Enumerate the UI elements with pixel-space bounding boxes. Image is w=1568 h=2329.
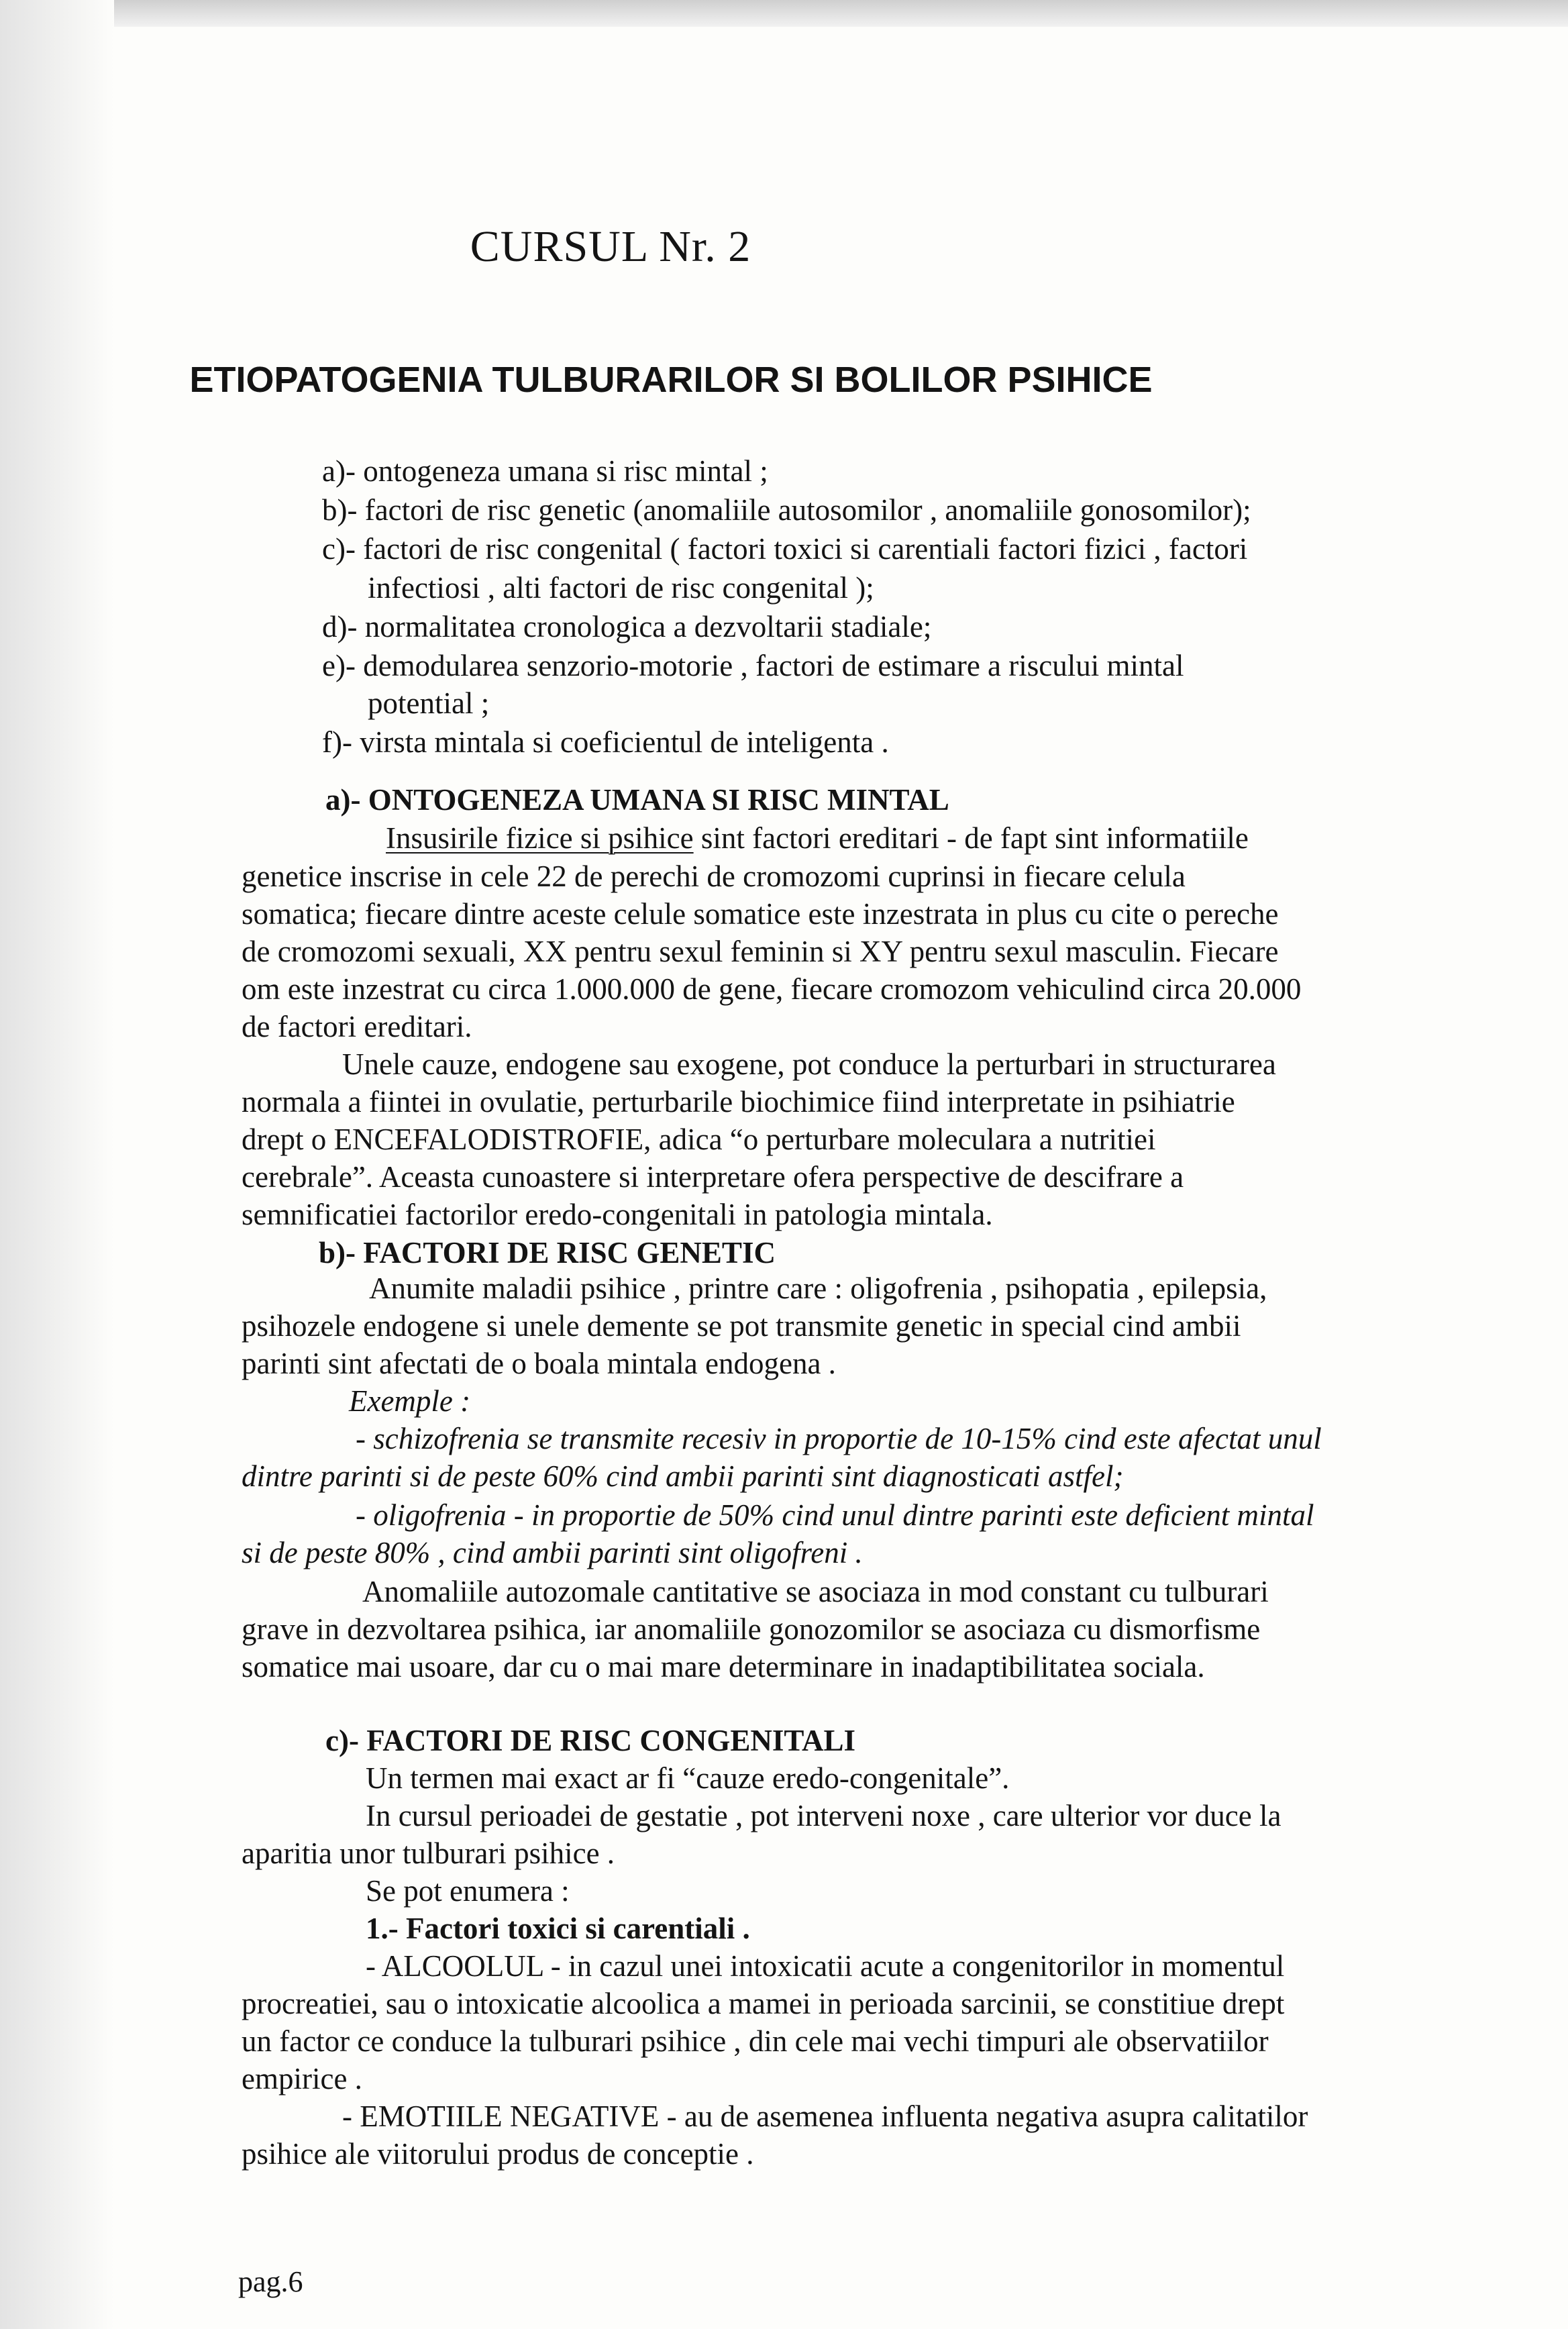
subsection-1-heading: 1.- Factori toxici si carentiali . [366, 1912, 750, 1945]
course-title: CURSUL Nr. 2 [470, 222, 751, 271]
section-b-heading: b)- FACTORI DE RISC GENETIC [319, 1236, 776, 1270]
section-a-p1-line-2: genetice inscrise in cele 22 de perechi de cromozomi cuprinsi in fiecare celula [242, 860, 1186, 893]
section-a-p2-line-5: semnificatiei factorilor eredo-congenitali in patologia mintala. [242, 1198, 993, 1231]
toc-item-c-cont: infectiosi , alti factori de risc congenital ); [368, 571, 874, 605]
toc-item-e-cont: potential ; [368, 686, 490, 720]
example-2-line-1: - oligofrenia - in proportie de 50% cind unul dintre parinti este deficient mintal [356, 1498, 1314, 1532]
section-c-p1-line-2: In cursul perioadei de gestatie , pot interveni noxe , care ulterior vor duce la [366, 1799, 1282, 1832]
section-b-p2-line-2: grave in dezvoltarea psihica, iar anomaliile gonozomilor se asociaza cu dismorfisme [242, 1612, 1261, 1646]
section-a-p2-line-3: drept o ENCEFALODISTROFIE, adica “o perturbare moleculara a nutritiei [242, 1123, 1156, 1156]
alcool-line-4: empirice . [242, 2062, 362, 2095]
section-a-p1-line-1: Insusirile fizice si psihice sint factori ereditari - de fapt sint informatiile [386, 821, 1249, 855]
examples-label: Exemple : [349, 1384, 471, 1418]
alcool-line-3: un factor ce conduce la tulburari psihice , din cele mai vechi timpuri ale observatiilor [242, 2024, 1269, 2058]
toc-item-b: b)- factori de risc genetic (anomaliile autosomilor , anomaliile gonosomilor); [322, 493, 1251, 527]
alcool-line-2: procreatiei, sau o intoxicatie alcoolica a mamei in perioada sarcinii, se constitiue drept [242, 1987, 1285, 2020]
toc-item-f: f)- virsta mintala si coeficientul de inteligenta . [322, 725, 889, 759]
page-number: pag.6 [238, 2265, 303, 2298]
underlined-phrase: Insusirile fizice si psihice [386, 821, 694, 855]
toc-item-d: d)- normalitatea cronologica a dezvoltarii stadiale; [322, 610, 932, 643]
section-a-p1-line-5: om este inzestrat cu circa 1.000.000 de gene, fiecare cromozom vehiculind circa 20.000 [242, 972, 1302, 1006]
section-c-p1-line-1: Un termen mai exact ar fi “cauze eredo-congenitale”. [366, 1761, 1010, 1795]
alcool-line-1: - ALCOOLUL - in cazul unei intoxicatii acute a congenitorilor in momentul [366, 1949, 1285, 1983]
section-b-p1-line-1: Anumite maladii psihice , printre care : oligofrenia , psihopatia , epilepsia, [369, 1272, 1267, 1305]
emotii-line-2: psihice ale viitorului produs de conceptie . [242, 2137, 754, 2171]
section-a-p2-line-1: Unele cauze, endogene sau exogene, pot conduce la perturbari in structurarea [342, 1047, 1276, 1081]
toc-item-e: e)- demodularea senzorio-motorie , factori de estimare a riscului mintal [322, 649, 1184, 682]
emotii-line-1: - EMOTIILE NEGATIVE - au de asemenea influenta negativa asupra calitatilor [342, 2100, 1308, 2133]
example-1-line-1: - schizofrenia se transmite recesiv in proportie de 10-15% cind este afectat unul [356, 1422, 1322, 1455]
scan-left-shadow [0, 0, 114, 2329]
section-b-p2-line-1: Anomaliile autozomale cantitative se asociaza in mod constant cu tulburari [362, 1575, 1269, 1608]
example-1-line-2: dintre parinti si de peste 60% cind ambii parinti sint diagnosticati astfel; [242, 1459, 1124, 1493]
scan-top-edge [0, 0, 1568, 27]
toc-item-c: c)- factori de risc congenital ( factori toxici si carentiali factori fizici , factori [322, 532, 1248, 566]
section-a-p1-line-3: somatica; fiecare dintre aceste celule somatice este inzestrata in plus cu cite o pereche [242, 897, 1279, 931]
main-heading: ETIOPATOGENIA TULBURARILOR SI BOLILOR PSIHICE [189, 360, 1153, 400]
section-c-heading: c)- FACTORI DE RISC CONGENITALI [325, 1724, 856, 1757]
section-a-p2-line-4: cerebrale”. Aceasta cunoastere si interpretare ofera perspective de descifrare a [242, 1160, 1184, 1194]
example-2-line-2: si de peste 80% , cind ambii parinti sint oligofreni . [242, 1536, 863, 1569]
toc-item-a: a)- ontogeneza umana si risc mintal ; [322, 454, 768, 488]
section-a-p1-line-4: de cromozomi sexuali, XX pentru sexul feminin si XY pentru sexul masculin. Fiecare [242, 935, 1279, 968]
section-a-p1-line-6: de factori ereditari. [242, 1010, 472, 1043]
section-b-p2-line-3: somatice mai usoare, dar cu o mai mare determinare in inadaptibilitatea sociala. [242, 1650, 1205, 1684]
section-c-p1-line-3: aparitia unor tulburari psihice . [242, 1836, 615, 1870]
section-c-p1-line-4: Se pot enumera : [366, 1874, 570, 1908]
section-a-p2-line-2: normala a fiintei in ovulatie, perturbarile biochimice fiind interpretate in psihiatrie [242, 1085, 1235, 1119]
section-b-p1-line-2: psihozele endogene si unele demente se pot transmite genetic in special cind ambii [242, 1309, 1241, 1343]
section-a-heading: a)- ONTOGENEZA UMANA SI RISC MINTAL [325, 783, 949, 817]
section-b-p1-line-3: parinti sint afectati de o boala mintala endogena . [242, 1347, 836, 1380]
